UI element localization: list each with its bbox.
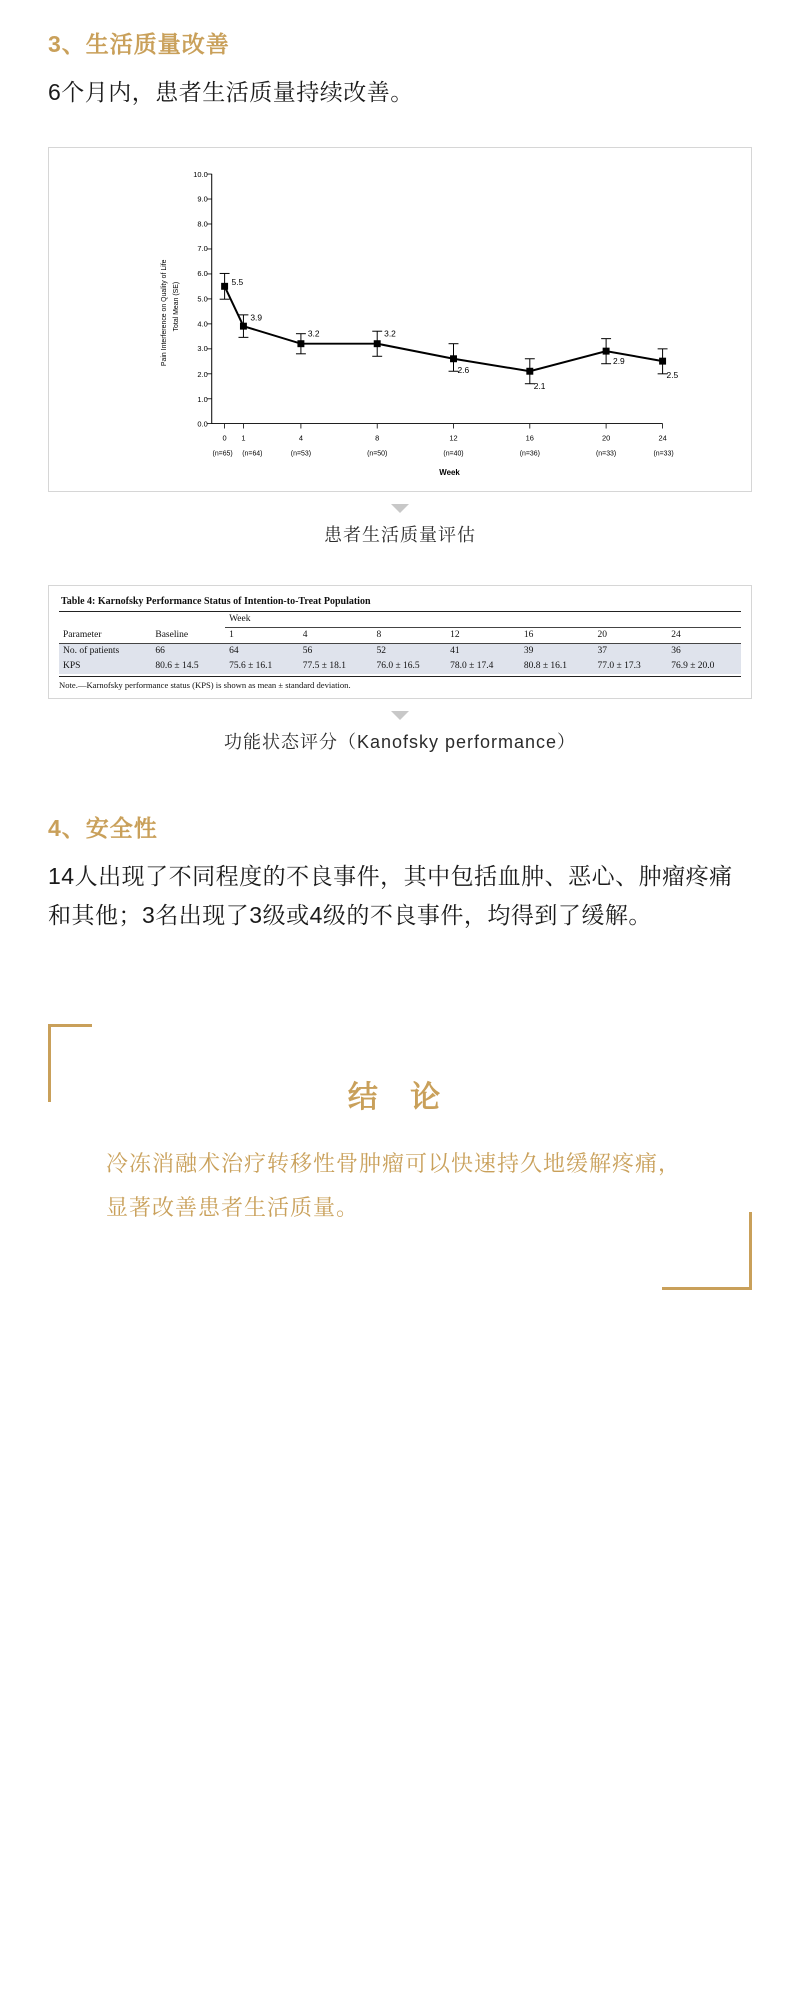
corner-decoration-bottom-right <box>662 1212 752 1290</box>
cell: 41 <box>450 646 460 657</box>
table-title: Table 4: Karnofsky Performance Status of Intention-to-Treat Population <box>59 594 741 612</box>
section-text-quality-of-life: 6个月内，患者生活质量持续改善。 <box>48 79 414 105</box>
kps-table <box>59 594 741 674</box>
table-group-header-row <box>59 612 741 628</box>
cell: 76.9 ± 20.0 <box>671 661 715 672</box>
cell: 66 <box>155 646 165 657</box>
svg-text:1: 1 <box>241 432 246 442</box>
table-card <box>48 585 752 699</box>
figure-kps-table <box>48 585 752 758</box>
svg-text:Total Mean (SE): Total Mean (SE) <box>173 281 181 331</box>
svg-text:(n=65): (n=65) <box>212 449 233 457</box>
figure-quality-of-life <box>48 147 752 551</box>
table-header-wk4: 4 <box>299 627 373 643</box>
cell: 52 <box>376 646 386 657</box>
row-label-patients: No. of patients <box>63 646 120 657</box>
caption-arrow-icon <box>391 711 409 720</box>
cell: 64 <box>229 646 239 657</box>
table-header-parameter: Parameter <box>59 627 151 643</box>
y-axis-ticks <box>193 169 211 428</box>
cell: 39 <box>523 646 534 657</box>
table-figure-caption: 功能状态评分（Kanofsky performance） <box>223 731 577 752</box>
conclusion-text: 冷冻消融术治疗转移性骨肿瘤可以快速持久地缓解疼痛，显著改善患者生活质量。 <box>106 1150 682 1220</box>
cell: 77.5 ± 18.1 <box>302 661 346 672</box>
corner-decoration-top-left <box>48 1024 92 1102</box>
table-header-baseline: Baseline <box>151 627 225 643</box>
figure-caption: 患者生活质量评估 <box>324 524 476 545</box>
table-header-wk1: 1 <box>225 627 299 643</box>
cell: 75.6 ± 16.1 <box>229 661 273 672</box>
svg-text:(n=64): (n=64) <box>242 449 263 457</box>
cell: 78.0 ± 17.4 <box>450 661 494 672</box>
svg-text:(n=50): (n=50) <box>367 449 388 457</box>
conclusion-block <box>48 1024 752 1290</box>
cell: 76.0 ± 16.5 <box>376 661 420 672</box>
caption-arrow-icon <box>391 504 409 513</box>
svg-text:4: 4 <box>298 432 303 442</box>
svg-text:(n=33): (n=33) <box>596 449 617 457</box>
section-heading-quality-of-life: 3、生活质量改善 <box>48 31 230 57</box>
svg-text:2.9: 2.9 <box>613 355 625 366</box>
svg-text:3.2: 3.2 <box>307 327 320 338</box>
svg-text:0: 0 <box>222 432 227 442</box>
svg-text:Pain Interference on Quality o: Pain Interference on Quality of Life <box>161 259 169 366</box>
svg-text:3.0: 3.0 <box>197 343 208 353</box>
row-label-kps: KPS <box>63 661 81 672</box>
chart-svg <box>59 158 741 485</box>
svg-text:5.0: 5.0 <box>197 294 208 304</box>
cell: 37 <box>597 646 607 657</box>
cell: 36 <box>671 646 681 657</box>
table-row <box>59 643 741 659</box>
table-group-header-week: Week <box>225 612 741 628</box>
svg-text:3.9: 3.9 <box>250 312 263 323</box>
svg-text:7.0: 7.0 <box>197 243 208 253</box>
chart-axes <box>212 173 663 423</box>
section-heading-safety: 4、安全性 <box>48 814 158 841</box>
cell: 77.0 ± 17.3 <box>597 661 641 672</box>
svg-text:2.5: 2.5 <box>666 369 679 380</box>
svg-text:0.0: 0.0 <box>197 419 208 429</box>
table-header-wk24: 24 <box>667 627 741 643</box>
svg-text:8.0: 8.0 <box>197 218 208 228</box>
svg-text:24: 24 <box>658 432 667 442</box>
svg-text:5.5: 5.5 <box>231 276 244 287</box>
svg-text:16: 16 <box>525 432 534 442</box>
svg-text:(n=40): (n=40) <box>443 449 464 457</box>
table-note: Note.—Karnofsky performance status (KPS) is shown as mean ± standard deviation. <box>59 676 741 690</box>
table-header-wk8: 8 <box>372 627 446 643</box>
svg-text:(n=36): (n=36) <box>519 449 540 457</box>
svg-text:2.1: 2.1 <box>533 380 546 391</box>
table-header-wk16: 16 <box>520 627 594 643</box>
svg-text:10.0: 10.0 <box>193 169 208 179</box>
series-line <box>225 286 663 371</box>
series-markers <box>221 282 666 374</box>
svg-text:(n=53): (n=53) <box>290 449 312 457</box>
svg-text:20: 20 <box>601 432 611 442</box>
x-axis-title: Week <box>439 467 460 477</box>
error-bars <box>220 273 668 383</box>
svg-text:1.0: 1.0 <box>197 394 208 404</box>
svg-text:6.0: 6.0 <box>197 268 208 278</box>
cell: 80.6 ± 14.5 <box>155 661 199 672</box>
section-text-safety: 14人出现了不同程度的不良事件，其中包括血肿、恶心、肿瘤疼痛和其他；3名出现了3级或4级的不良事件，均得到了缓解。 <box>48 862 733 929</box>
svg-text:2.6: 2.6 <box>457 364 470 375</box>
x-axis-ticks <box>223 423 667 442</box>
svg-text:3.2: 3.2 <box>384 327 396 338</box>
table-header-wk20: 20 <box>594 627 668 643</box>
svg-text:(n=33): (n=33) <box>653 449 674 457</box>
table-row <box>59 659 741 674</box>
svg-text:2.0: 2.0 <box>197 369 208 379</box>
svg-text:12: 12 <box>449 432 458 442</box>
svg-text:9.0: 9.0 <box>197 194 208 204</box>
table-header-row <box>59 627 741 643</box>
y-axis-title <box>161 259 180 366</box>
chart-card <box>48 147 752 492</box>
cell: 80.8 ± 16.1 <box>523 661 568 672</box>
cell: 56 <box>302 646 313 657</box>
table-header-wk12: 12 <box>446 627 520 643</box>
conclusion-title: 结 论 <box>347 1080 453 1114</box>
svg-text:8: 8 <box>375 432 380 442</box>
sample-size-labels <box>213 450 674 457</box>
pain-interference-line-chart <box>59 158 741 485</box>
svg-text:4.0: 4.0 <box>197 319 208 329</box>
